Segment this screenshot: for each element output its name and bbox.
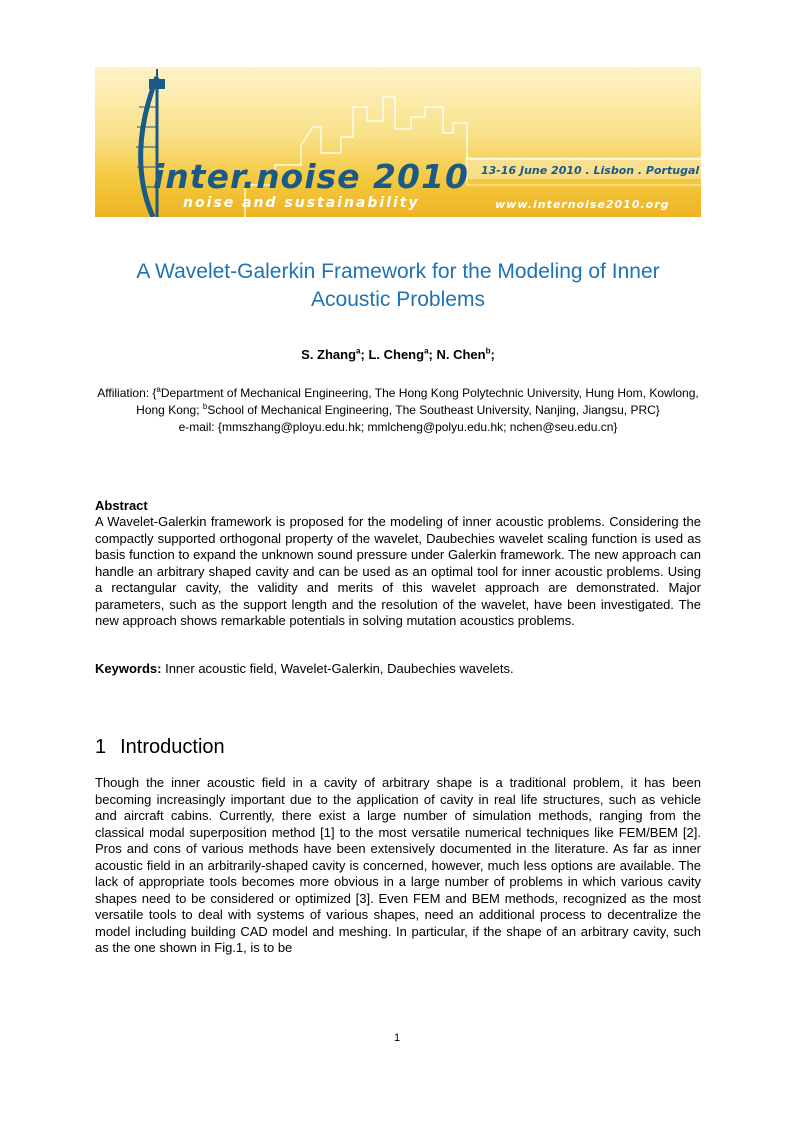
keywords-line [95, 661, 701, 676]
affiliation-text [95, 385, 701, 419]
affiliation-prefix: Affiliation: { [97, 386, 157, 400]
author-separator: ; [360, 347, 369, 362]
author-name: N. Chen [436, 347, 486, 362]
author-separator: ; [490, 347, 495, 362]
section-title: Introduction [120, 736, 225, 758]
conference-dates: 13-16 June 2010 . Lisbon . Portugal [481, 164, 700, 177]
author-name: L. Cheng [368, 347, 425, 362]
abstract-text: A Wavelet-Galerkin framework is proposed for the modeling of inner acoustic problems. Considering the compactly supported orthogonal property of the wavelet, Daubechies wavelet scaling function is used as basis function to expand the unknown sound pressure under Galerkin framework. The new approach can handle an arbitrary shaped cavity and can be used as an optimal tool for inner acoustic problems. Using a rectangular cavity, the validity and merits of this wavelet approach are demonstrated. Major parameters, such as the support length and the resolution of the wavelet, have been investigated. The new approach shows remarkable potentials in solving mutation acoustics problems. [95, 514, 701, 628]
author-name: S. Zhang [301, 347, 357, 362]
affiliation-mark-a: a [156, 385, 161, 394]
abstract-heading: Abstract [95, 498, 148, 513]
author-separator: ; [428, 347, 437, 362]
author-affiliation-mark: a [424, 346, 429, 356]
author-list [95, 347, 701, 362]
conference-logo-text: inter.noise 2010 [153, 157, 469, 196]
section-number: 1 [95, 736, 107, 758]
conference-tagline: noise and sustainability [183, 195, 420, 211]
author-affiliation-mark: a [356, 346, 361, 356]
keywords-label: Keywords: [95, 661, 162, 676]
email-line: e-mail: {mmszhang@ployu.edu.hk; mmlcheng@polyu.edu.hk; nchen@seu.edu.cn} [178, 420, 618, 434]
title-line-2: Acoustic Problems [311, 288, 485, 311]
paper-title [95, 258, 701, 314]
affiliation-a: Department of Mechanical Engineering, The Hong Kong Polytechnic University, Hung Hom, Kowlong, Hong Kong; [136, 386, 699, 417]
section-heading [95, 736, 225, 759]
author-affiliation-mark: b [485, 346, 491, 356]
title-line-1: A Wavelet-Galerkin Framework for the Modeling of Inner [136, 260, 660, 283]
affiliation-block [95, 385, 701, 436]
conference-url[interactable]: www.internoise2010.org [495, 198, 670, 211]
introduction-paragraph: Though the inner acoustic field in a cavity of arbitrary shape is a traditional problem, it has been becoming increasingly important due to the application of cavity in real life structures, such as vehicle and aircraft cabins. Currently, there exist a large number of simulation methods, ranging from the classical modal superposition method [1] to the most versatile numerical techniques like FEM/BEM [2]. Pros and cons of various methods have been extensively documented in the literature. As far as inner acoustic field in an arbitrarily-shaped cavity is concerned, however, much less options are available. The lack of appropriate tools becomes more obvious in a large number of problems in which various cavity shapes need to be considered or optimized [3]. Even FEM and BEM methods, recognized as the most versatile tools to deal with systems of various shapes, need an additional process to decentralize the model including building CAD model and meshing. In particular, if the shape of an arbitrary cavity, such as the one shown in Fig.1, is to be [95, 775, 701, 955]
affiliation-mark-b: b [202, 402, 208, 411]
conference-banner [95, 67, 701, 217]
page-number: 1 [393, 1032, 401, 1044]
keywords-text: Inner acoustic field, Wavelet-Galerkin, Daubechies wavelets. [161, 661, 514, 676]
affiliation-b: School of Mechanical Engineering, The Southeast University, Nanjing, Jiangsu, PRC} [207, 403, 660, 417]
